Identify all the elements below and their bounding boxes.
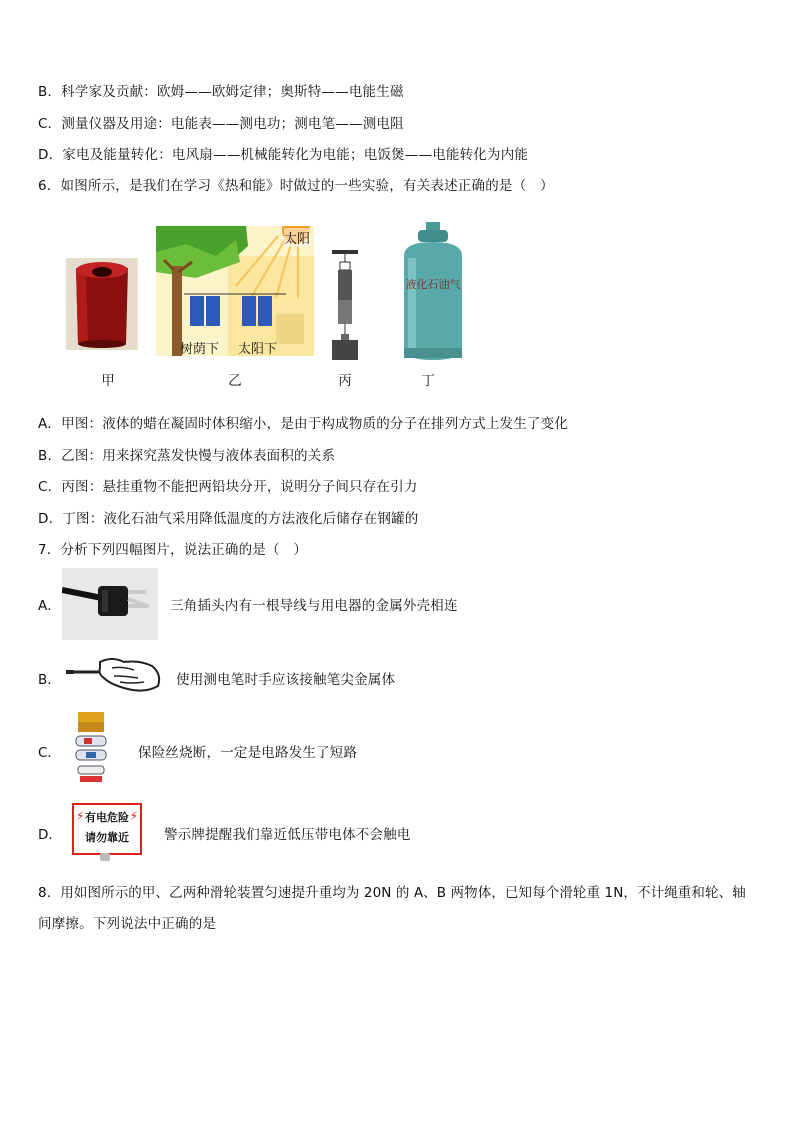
warning-line-2: 请勿靠近 (85, 831, 129, 844)
q8-line-1: 8．用如图所示的甲、乙两种滑轮装置匀速提升重均为 20N 的 A、B 两物体，已知每个滑轮重 1N，不计绳重和轮、轴 (38, 885, 746, 901)
q6-option-d: D．丁图：液化石油气采用降低温度的方法液化后储存在钢罐的 (38, 511, 419, 527)
plug-image (62, 568, 158, 640)
lpg-tank-image (398, 222, 468, 362)
figure-caption-yi: 乙 (228, 373, 242, 389)
q7-option-b-text: 使用测电笔时手应该接触笔尖金属体 (176, 672, 396, 688)
lightning-icon: ⚡ (129, 809, 138, 823)
q7-option-b-label: B． (38, 672, 61, 688)
figure-caption-ding: 丁 (421, 373, 435, 389)
warning-sign-image (72, 803, 142, 863)
lead-blocks-image (328, 250, 362, 362)
test-pen-hand-image (64, 652, 164, 696)
lightning-icon: ⚡ (76, 809, 85, 823)
q8-line-2: 间摩擦。下列说法中正确的是 (38, 916, 217, 932)
q7-stem: 7．分析下列四幅图片，说法正确的是（ ） (38, 542, 308, 558)
figure-caption-bing: 丙 (338, 373, 352, 389)
tank-label: 液化石油气 (405, 278, 461, 291)
figure-caption-jia: 甲 (101, 373, 115, 389)
q6-option-c: C．丙图：悬挂重物不能把两铅块分开，说明分子间只存在引力 (38, 479, 418, 495)
q7-option-a-label: A． (38, 598, 61, 614)
sun-label: 太阳 (284, 228, 310, 247)
q6-stem: 6．如图所示，是我们在学习《热和能》时做过的一些实验，有关表述正确的是（ ） (38, 178, 554, 194)
q7-option-a-text: 三角插头内有一根导线与用电器的金属外壳相连 (170, 598, 458, 614)
q5-option-b: B．科学家及贡献：欧姆——欧姆定律；奥斯特——电能生磁 (38, 84, 404, 100)
q7-option-d-label: D． (38, 827, 62, 843)
q5-option-d: D．家电及能量转化：电风扇——机械能转化为电能；电饭煲——电能转化为内能 (38, 147, 529, 163)
q7-option-c-label: C． (38, 745, 61, 761)
shade-label: 树荫下 (180, 342, 220, 357)
evaporation-scene-image (156, 226, 314, 356)
sunlit-label: 太阳下 (238, 342, 278, 357)
q5-option-c: C．测量仪器及用途：电能表——测电功；测电笔——测电阻 (38, 116, 404, 132)
fuses-image (74, 712, 110, 786)
q6-option-a: A．甲图：液体的蜡在凝固时体积缩小，是由于构成物质的分子在排列方式上发生了变化 (38, 416, 569, 432)
q6-option-b: B．乙图：用来探究蒸发快慢与液体表面积的关系 (38, 448, 336, 464)
wax-cup-image (66, 258, 138, 350)
q7-option-d-text: 警示牌提醒我们靠近低压带电体不会触电 (164, 827, 411, 843)
q7-option-c-text: 保险丝烧断，一定是电路发生了短路 (138, 745, 358, 761)
warning-line-1: 有电危险 (85, 811, 129, 824)
